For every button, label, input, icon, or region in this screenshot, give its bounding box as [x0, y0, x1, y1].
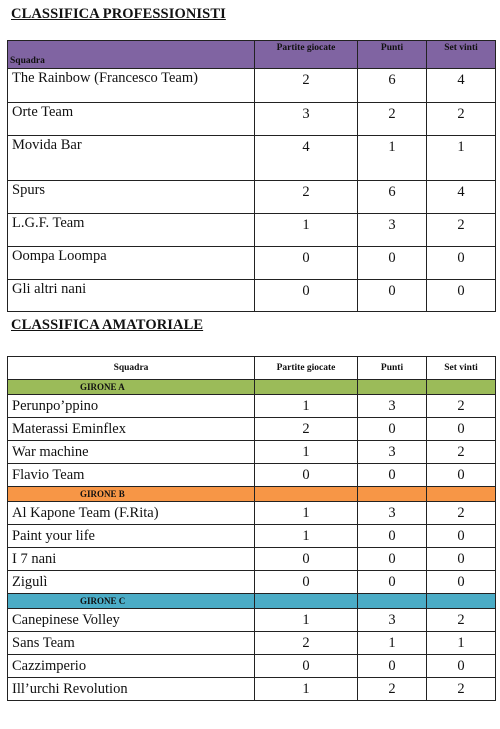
header-set-vinti: Set vinti — [427, 41, 496, 69]
sets-won-cell: 0 — [427, 247, 496, 280]
group-label: GIRONE A — [8, 380, 255, 395]
table-row — [8, 418, 496, 441]
points-cell: 1 — [358, 632, 427, 655]
points-cell: 2 — [358, 103, 427, 136]
sets-won-cell: 0 — [427, 280, 496, 312]
sets-won-cell: 0 — [427, 418, 496, 441]
team-name-cell: Materassi Eminflex — [8, 418, 255, 441]
team-name-cell: Flavio Team — [8, 464, 255, 487]
played-cell: 1 — [255, 441, 358, 464]
played-cell: 1 — [255, 525, 358, 548]
points-cell: 3 — [358, 502, 427, 525]
table-row — [8, 655, 496, 678]
team-name-cell: Perunpo’ppino — [8, 395, 255, 418]
team-name-cell: Ill’urchi Revolution — [8, 678, 255, 701]
played-cell: 1 — [255, 395, 358, 418]
sets-won-cell: 4 — [427, 181, 496, 214]
team-name-cell: Orte Team — [8, 103, 255, 136]
table-row — [8, 136, 496, 181]
group-empty-cell — [255, 594, 358, 609]
points-cell: 0 — [358, 548, 427, 571]
played-cell: 3 — [255, 103, 358, 136]
team-name-cell: Paint your life — [8, 525, 255, 548]
points-cell: 0 — [358, 525, 427, 548]
group-header-row — [8, 380, 496, 395]
title-professionisti: CLASSIFICA PROFESSIONISTI — [11, 6, 226, 22]
points-cell: 1 — [358, 136, 427, 181]
points-cell: 0 — [358, 418, 427, 441]
played-cell: 0 — [255, 571, 358, 594]
group-empty-cell — [358, 380, 427, 395]
header-set-vinti: Set vinti — [427, 357, 496, 380]
team-name-cell: Sans Team — [8, 632, 255, 655]
table-row — [8, 548, 496, 571]
team-name-cell: War machine — [8, 441, 255, 464]
table-row — [8, 69, 496, 103]
group-empty-cell — [255, 380, 358, 395]
played-cell: 0 — [255, 464, 358, 487]
points-cell: 3 — [358, 395, 427, 418]
header-partite: Partite giocate — [255, 41, 358, 69]
table-amatoriale — [7, 356, 496, 701]
sets-won-cell: 0 — [427, 655, 496, 678]
sets-won-cell: 0 — [427, 548, 496, 571]
group-empty-cell — [255, 487, 358, 502]
played-cell: 1 — [255, 214, 358, 247]
group-empty-cell — [427, 380, 496, 395]
title-amatoriale: CLASSIFICA AMATORIALE — [11, 317, 204, 333]
header-row — [8, 41, 496, 69]
table-row — [8, 214, 496, 247]
table-row — [8, 609, 496, 632]
team-name-cell: L.G.F. Team — [8, 214, 255, 247]
played-cell: 1 — [255, 609, 358, 632]
points-cell: 3 — [358, 441, 427, 464]
played-cell: 2 — [255, 69, 358, 103]
table-row — [8, 395, 496, 418]
table-row — [8, 280, 496, 312]
sets-won-cell: 2 — [427, 678, 496, 701]
table-row — [8, 247, 496, 280]
group-empty-cell — [358, 487, 427, 502]
table-row — [8, 441, 496, 464]
team-name-cell: Canepinese Volley — [8, 609, 255, 632]
group-label: GIRONE B — [8, 487, 255, 502]
header-row — [8, 357, 496, 380]
played-cell: 4 — [255, 136, 358, 181]
played-cell: 0 — [255, 280, 358, 312]
header-punti: Punti — [358, 41, 427, 69]
table-row — [8, 464, 496, 487]
table-row — [8, 502, 496, 525]
header-squadra: Squadra — [8, 357, 255, 380]
group-empty-cell — [427, 594, 496, 609]
points-cell: 6 — [358, 181, 427, 214]
points-cell: 2 — [358, 678, 427, 701]
team-name-cell: The Rainbow (Francesco Team) — [8, 69, 255, 103]
sets-won-cell: 2 — [427, 502, 496, 525]
sets-won-cell: 2 — [427, 214, 496, 247]
points-cell: 3 — [358, 609, 427, 632]
points-cell: 0 — [358, 280, 427, 312]
sets-won-cell: 2 — [427, 103, 496, 136]
table-row — [8, 103, 496, 136]
played-cell: 2 — [255, 181, 358, 214]
played-cell: 2 — [255, 418, 358, 441]
table-row — [8, 525, 496, 548]
points-cell: 0 — [358, 464, 427, 487]
group-empty-cell — [427, 487, 496, 502]
points-cell: 0 — [358, 571, 427, 594]
sets-won-cell: 2 — [427, 441, 496, 464]
table-professionisti — [7, 40, 496, 312]
group-header-row — [8, 594, 496, 609]
sets-won-cell: 0 — [427, 525, 496, 548]
played-cell: 1 — [255, 502, 358, 525]
sets-won-cell: 1 — [427, 136, 496, 181]
points-cell: 3 — [358, 214, 427, 247]
header-squadra: Squadra — [8, 41, 255, 69]
sets-won-cell: 2 — [427, 395, 496, 418]
sets-won-cell: 0 — [427, 571, 496, 594]
team-name-cell: I 7 nani — [8, 548, 255, 571]
sets-won-cell: 2 — [427, 609, 496, 632]
sets-won-cell: 0 — [427, 464, 496, 487]
team-name-cell: Al Kapone Team (F.Rita) — [8, 502, 255, 525]
sets-won-cell: 1 — [427, 632, 496, 655]
table-row — [8, 181, 496, 214]
table-row — [8, 632, 496, 655]
team-name-cell: Movida Bar — [8, 136, 255, 181]
group-label: GIRONE C — [8, 594, 255, 609]
points-cell: 0 — [358, 247, 427, 280]
sets-won-cell: 4 — [427, 69, 496, 103]
header-punti: Punti — [358, 357, 427, 380]
played-cell: 0 — [255, 247, 358, 280]
team-name-cell: Oompa Loompa — [8, 247, 255, 280]
team-name-cell: Spurs — [8, 181, 255, 214]
team-name-cell: Cazzimperio — [8, 655, 255, 678]
played-cell: 0 — [255, 655, 358, 678]
header-partite: Partite giocate — [255, 357, 358, 380]
points-cell: 6 — [358, 69, 427, 103]
group-header-row — [8, 487, 496, 502]
played-cell: 0 — [255, 548, 358, 571]
table-row — [8, 571, 496, 594]
group-empty-cell — [358, 594, 427, 609]
team-name-cell: Gli altri nani — [8, 280, 255, 312]
played-cell: 2 — [255, 632, 358, 655]
played-cell: 1 — [255, 678, 358, 701]
table-row — [8, 678, 496, 701]
team-name-cell: Zigulì — [8, 571, 255, 594]
points-cell: 0 — [358, 655, 427, 678]
